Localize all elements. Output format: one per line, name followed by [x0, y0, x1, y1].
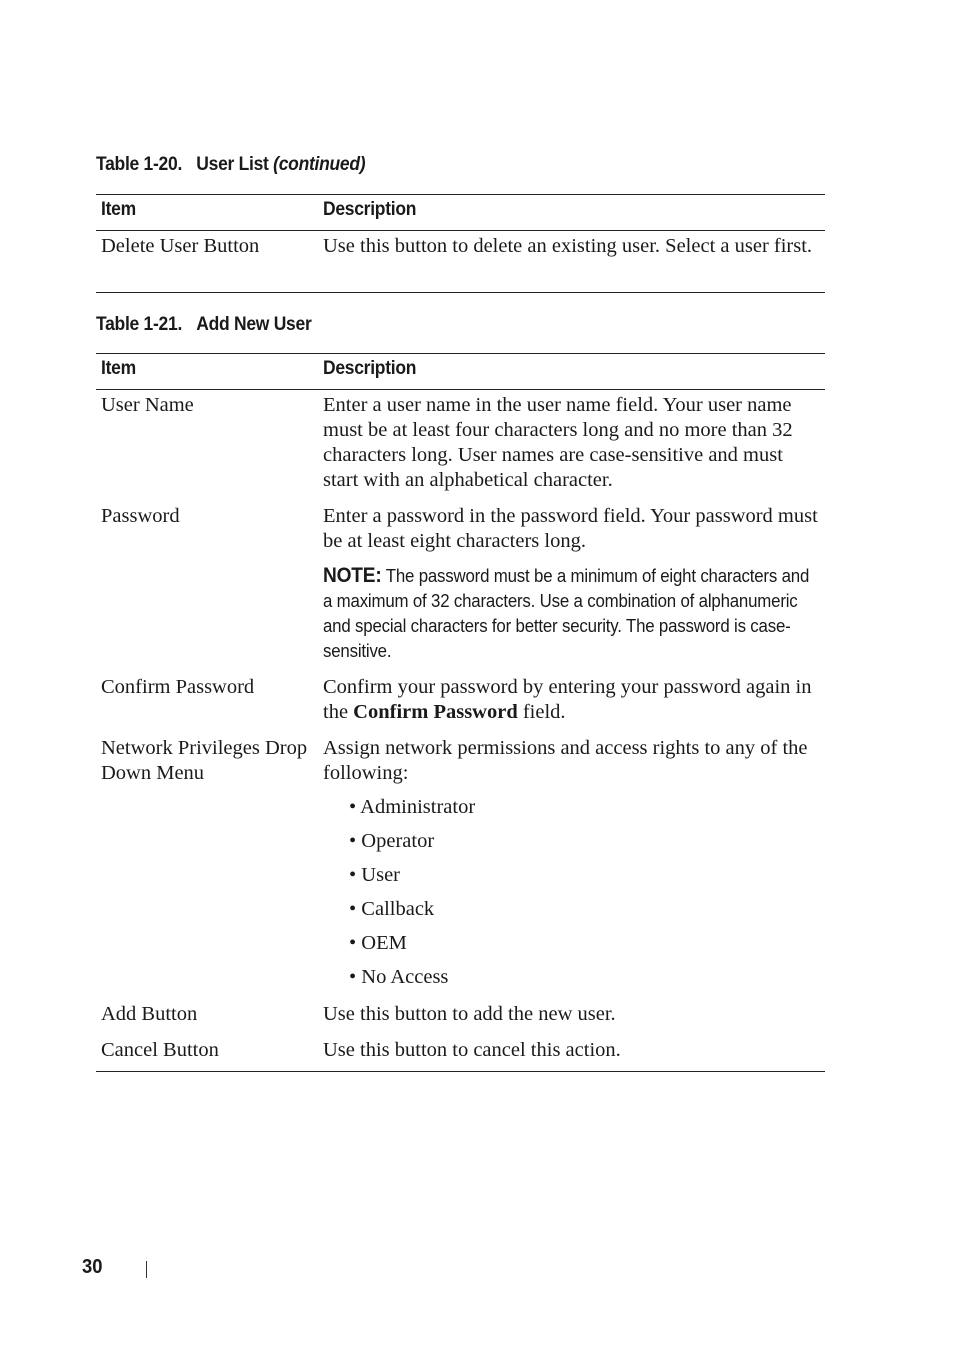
- page-number: 30: [82, 1256, 103, 1278]
- table-1-20-header-item: Item: [101, 199, 136, 220]
- table-1-20-header-rule: [96, 230, 825, 231]
- password-item: Password: [101, 505, 180, 527]
- table-1-21-header-item: Item: [101, 358, 136, 379]
- privilege-option-operator: • Operator: [349, 830, 435, 852]
- confirm-password-desc-after: field.: [517, 701, 566, 723]
- table-1-21-title: Add New User: [196, 314, 312, 335]
- table-1-20-caption: [96, 154, 365, 176]
- note-text: The password must be a minimum of eight characters and a maximum of 32 characters. Use a combination of alphanumeric and special characters for better security. The password is case-sensitive.: [323, 565, 810, 661]
- network-privileges-item: Network Privileges Drop Down Menu: [101, 737, 308, 784]
- privilege-option-oem: • OEM: [349, 932, 407, 954]
- table-1-20-title: User List: [196, 154, 269, 175]
- user-name-item: User Name: [101, 394, 194, 416]
- table-1-20-header-description: Description: [323, 199, 417, 220]
- add-button-description: Use this button to add the new user.: [323, 1003, 616, 1025]
- table-1-21-top-rule: [96, 353, 825, 354]
- confirm-password-desc-before: Confirm your password by entering your password again in the: [323, 676, 812, 723]
- table-1-20-bottom-rule: [96, 292, 825, 293]
- privilege-option-user: • User: [349, 864, 401, 886]
- confirm-password-desc-bold: Confirm Password: [353, 701, 518, 723]
- privilege-option-no-access: • No Access: [349, 966, 449, 988]
- add-button-item: Add Button: [101, 1003, 198, 1025]
- network-privileges-description: Assign network permissions and access rights to any of the following:: [323, 737, 808, 784]
- table-1-21-caption: [96, 314, 311, 336]
- table-1-21-number: Table 1-21.: [96, 314, 183, 335]
- privilege-option-administrator: • Administrator: [349, 796, 476, 818]
- table-1-20-continued: (continued): [273, 154, 366, 175]
- delete-user-button-item: Delete User Button: [101, 235, 260, 257]
- cancel-button-description: Use this button to cancel this action.: [323, 1039, 621, 1061]
- table-1-20-number: Table 1-20.: [96, 154, 183, 175]
- confirm-password-description: [323, 675, 823, 725]
- password-note: [323, 563, 819, 663]
- password-description: Enter a password in the password field. Your password must be at least eight characters long.: [323, 505, 818, 552]
- table-1-21-header-description: Description: [323, 358, 417, 379]
- note-label: NOTE:: [323, 564, 382, 587]
- table-1-21-bottom-rule: [96, 1071, 825, 1072]
- privilege-option-callback: • Callback: [349, 898, 435, 920]
- delete-user-button-description: Use this button to delete an existing user. Select a user first.: [323, 235, 813, 257]
- page-number-separator: [146, 1261, 147, 1278]
- cancel-button-item: Cancel Button: [101, 1039, 219, 1061]
- confirm-password-item: Confirm Password: [101, 676, 255, 698]
- table-1-20-top-rule: [96, 194, 825, 195]
- table-1-21-header-rule: [96, 389, 825, 390]
- user-name-description: Enter a user name in the user name field. Your user name must be at least four characters long and no more than 32 characters long. User names are case-sensitive and must start with an alphabetical character.: [323, 394, 793, 491]
